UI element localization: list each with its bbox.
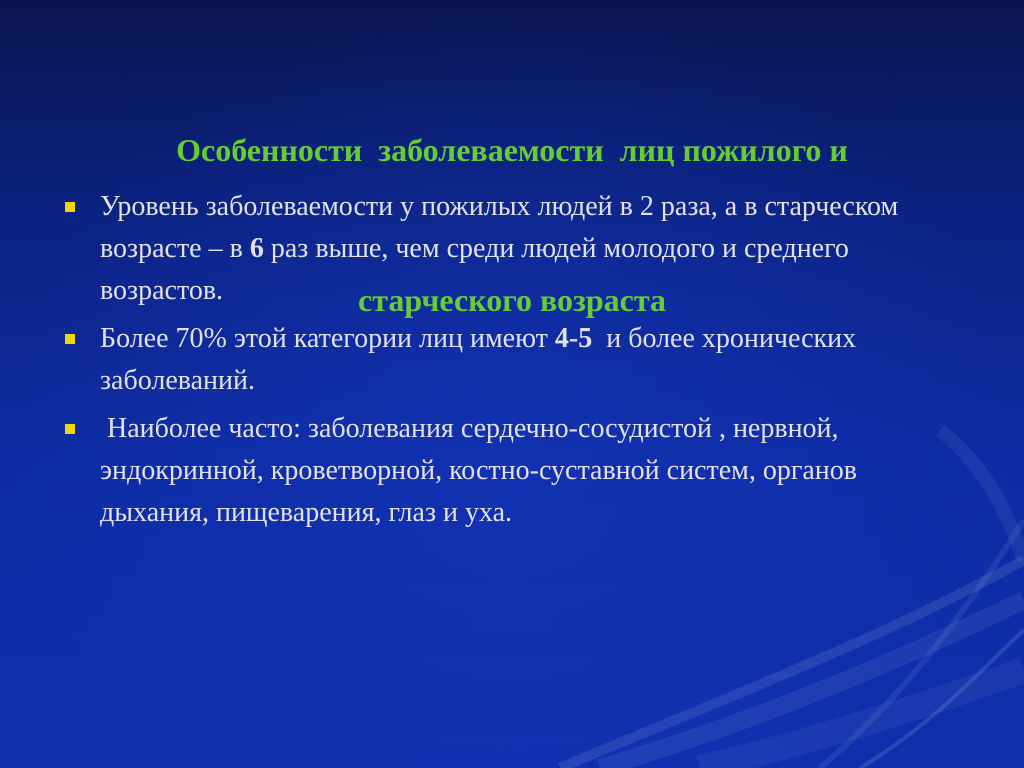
bullet-text: Более 70% этой категории лиц имеют	[100, 323, 555, 354]
slide-title-line-2: старческого возраста	[358, 282, 666, 318]
bullet-item	[100, 318, 910, 402]
bullet-item	[100, 186, 910, 312]
bullet-text: и более хронических заболеваний.	[100, 323, 864, 396]
bullet-text: Наиболее часто: заболевания сердечно-сосудистой , нервной, эндокринной, кроветворной, костно-суставной систем, органов дыхания, пищеварения, глаз и уха.	[100, 413, 864, 528]
bullet-marker-icon	[65, 334, 75, 344]
slide-title-line-1: Особенности заболеваемости лиц пожилого и	[176, 132, 848, 168]
bullet-marker-icon	[65, 202, 75, 212]
bullet-item	[100, 408, 910, 534]
bullet-list	[100, 186, 910, 540]
bullet-text-bold: 6	[249, 233, 264, 264]
bullet-marker-icon	[65, 424, 75, 434]
bullet-text: раз выше, чем среди людей молодого и среднего возрастов.	[100, 233, 856, 306]
bullet-text: Уровень заболеваемости у пожилых людей в 2 раза, а в старческом возрасте – в	[100, 191, 906, 264]
bullet-text-bold: 4-5	[554, 323, 593, 354]
